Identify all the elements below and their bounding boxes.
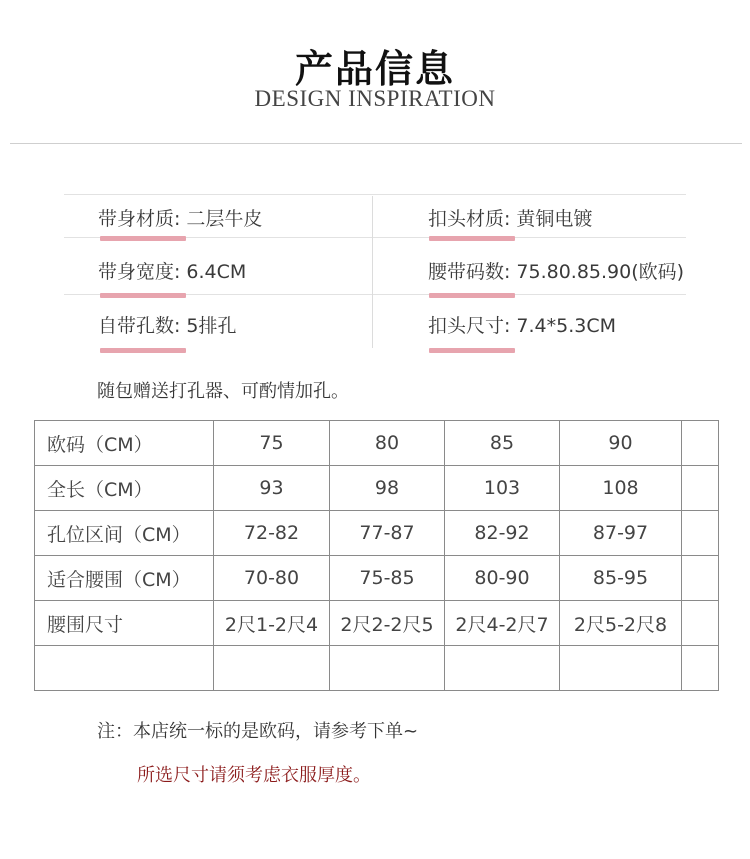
spec-belt-size xyxy=(428,257,684,284)
table-cell: 87-97 xyxy=(560,511,682,556)
row-header: 欧码（CM） xyxy=(35,421,214,466)
table-cell xyxy=(445,646,560,691)
table-cell xyxy=(682,646,719,691)
table-cell xyxy=(214,646,330,691)
label-underline xyxy=(429,236,515,241)
spec-divider xyxy=(64,194,686,195)
row-header xyxy=(35,646,214,691)
spec-value: 6.4CM xyxy=(186,261,247,283)
table-row xyxy=(35,556,719,601)
spec-buckle-size xyxy=(428,311,616,338)
spec-strap-width xyxy=(98,257,246,284)
table-cell: 93 xyxy=(214,466,330,511)
spec-label: 自带孔数: xyxy=(98,315,181,337)
spec-label: 带身宽度: xyxy=(98,261,181,283)
table-row xyxy=(35,466,719,511)
table-row xyxy=(35,601,719,646)
table-cell: 85 xyxy=(445,421,560,466)
table-cell: 70-80 xyxy=(214,556,330,601)
table-cell: 98 xyxy=(330,466,445,511)
label-underline xyxy=(100,236,186,241)
row-header: 适合腰围（CM） xyxy=(35,556,214,601)
table-cell: 2尺1-2尺4 xyxy=(214,601,330,646)
table-cell: 80 xyxy=(330,421,445,466)
table-cell xyxy=(682,556,719,601)
size-table xyxy=(34,420,719,691)
table-cell xyxy=(330,646,445,691)
row-header: 孔位区间（CM） xyxy=(35,511,214,556)
row-header: 腰围尺寸 xyxy=(35,601,214,646)
label-underline xyxy=(100,348,186,353)
table-cell: 2尺4-2尺7 xyxy=(445,601,560,646)
label-underline xyxy=(100,293,186,298)
table-cell: 2尺2-2尺5 xyxy=(330,601,445,646)
table-cell: 75 xyxy=(214,421,330,466)
table-cell xyxy=(682,601,719,646)
table-cell: 77-87 xyxy=(330,511,445,556)
table-row xyxy=(35,511,719,556)
spec-value: 5排孔 xyxy=(186,315,237,337)
table-cell: 2尺5-2尺8 xyxy=(560,601,682,646)
table-cell: 72-82 xyxy=(214,511,330,556)
spec-buckle-material xyxy=(428,204,592,231)
table-cell: 90 xyxy=(560,421,682,466)
thickness-warning: 所选尺寸请须考虑衣服厚度。 xyxy=(137,765,371,786)
spec-strap-material xyxy=(98,204,262,231)
spec-label: 扣头尺寸: xyxy=(428,315,511,337)
table-cell: 80-90 xyxy=(445,556,560,601)
table-cell: 85-95 xyxy=(560,556,682,601)
table-row xyxy=(35,646,719,691)
accessory-note: 随包赠送打孔器、可酌情加孔。 xyxy=(97,381,349,402)
size-standard-note: 注：本店统一标的是欧码，请参考下单~ xyxy=(97,721,419,742)
spec-value: 二层牛皮 xyxy=(186,208,263,230)
page-subtitle: DESIGN INSPIRATION xyxy=(254,86,496,111)
table-row xyxy=(35,421,719,466)
table-cell: 108 xyxy=(560,466,682,511)
table-cell: 75-85 xyxy=(330,556,445,601)
spec-label: 扣头材质: xyxy=(428,208,511,230)
page-title: 产品信息 xyxy=(294,47,455,91)
spec-value: 7.4*5.3CM xyxy=(516,315,616,337)
spec-value: 黄铜电镀 xyxy=(516,208,593,230)
table-cell xyxy=(682,466,719,511)
spec-hole-count xyxy=(98,311,237,338)
table-cell xyxy=(682,511,719,556)
table-cell: 82-92 xyxy=(445,511,560,556)
spec-column-divider xyxy=(372,196,373,348)
label-underline xyxy=(429,348,515,353)
table-cell: 103 xyxy=(445,466,560,511)
spec-value: 75.80.85.90(欧码) xyxy=(516,261,685,283)
spec-label: 腰带码数: xyxy=(428,261,511,283)
table-cell xyxy=(682,421,719,466)
row-header: 全长（CM） xyxy=(35,466,214,511)
spec-label: 带身材质: xyxy=(98,208,181,230)
table-cell xyxy=(560,646,682,691)
header-divider xyxy=(10,143,742,144)
label-underline xyxy=(429,293,515,298)
